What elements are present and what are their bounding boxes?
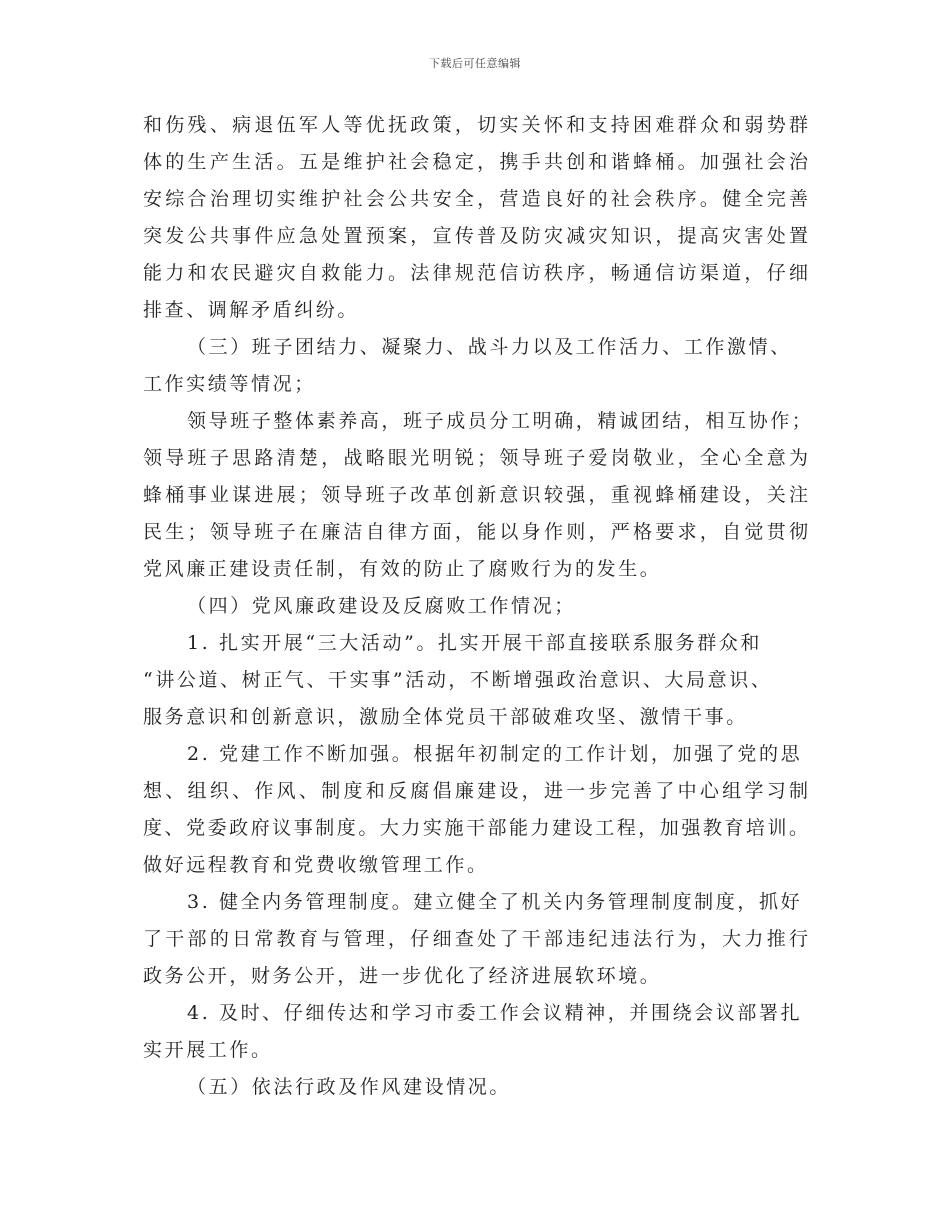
text-line: 3. 健全内务管理制度。建立健全了机关内务管理制度制度，抓好 — [187, 891, 803, 913]
text-line: 做好远程教育和党费收缴管理工作。 — [143, 854, 489, 876]
text-line: 想、组织、作风、制度和反腐倡廉建设，进一步完善了中心组学习制 — [143, 780, 808, 802]
section-heading-continued: 工作实绩等情况； — [143, 373, 316, 395]
section-heading: （五）依法行政及作风建设情况。 — [187, 1076, 512, 1098]
text-line: 民生；领导班子在廉洁自律方面，能以身作则，严格要求，自觉贯彻 — [143, 521, 808, 543]
text-line: 4. 及时、仔细传达和学习市委工作会议精神，并围绕会议部署扎 — [187, 1002, 803, 1024]
section-heading: （三）班子团结力、凝聚力、战斗力以及工作活力、工作激情、 — [187, 336, 792, 358]
text-line: 突发公共事件应急处置预案，宣传普及防灾减灾知识，提高灾害处置 — [143, 225, 808, 247]
text-line: 了干部的日常教育与管理，仔细查处了干部违纪违法行为，大力推行 — [143, 928, 808, 950]
text-line: 度、党委政府议事制度。大力实施干部能力建设工程，加强教育培训。 — [143, 817, 808, 839]
text-line: “讲公道、树正气、干实事”活动，不断增强政治意识、大局意识、 — [143, 669, 773, 691]
text-line: 和伤残、病退伍军人等优抚政策，切实关怀和支持困难群众和弱势群 — [143, 114, 808, 136]
text-line: 2. 党建工作不断加强。根据年初制定的工作计划，加强了党的思 — [187, 743, 803, 765]
document-body — [143, 107, 814, 1106]
text-line: 蜂桶事业谋进展；领导班子改革创新意识较强，重视蜂桶建设，关注 — [143, 484, 808, 506]
text-line: 党风廉正建设责任制，有效的防止了腐败行为的发生。 — [143, 558, 662, 580]
section-heading: （四）党风廉政建设及反腐败工作情况； — [187, 595, 576, 617]
text-line: 服务意识和创新意识，激励全体党员干部破难攻坚、激情干事。 — [143, 706, 748, 728]
text-line: 1. 扎实开展“三大活动”。扎实开展干部直接联系服务群众和 — [187, 632, 762, 654]
text-line: 能力和农民避灾自救能力。法律规范信访秩序，畅通信访渠道，仔细 — [143, 262, 808, 284]
text-line: 领导班子整体素养高，班子成员分工明确，精诚团结，相互协作； — [187, 410, 814, 432]
text-line: 实开展工作。 — [143, 1039, 273, 1061]
page-header: 下载后可任意编辑 — [429, 57, 521, 70]
text-line: 政务公开，财务公开，进一步优化了经济进展软环境。 — [143, 965, 662, 987]
text-line: 体的生产生活。五是维护社会稳定，携手共创和谐蜂桶。加强社会治 — [143, 151, 808, 173]
text-line: 领导班子思路清楚，战略眼光明锐；领导班子爱岗敬业，全心全意为 — [143, 447, 808, 469]
text-line: 排查、调解矛盾纠纷。 — [143, 299, 360, 321]
text-line: 安综合治理切实维护社会公共安全，营造良好的社会秩序。健全完善 — [143, 188, 808, 210]
